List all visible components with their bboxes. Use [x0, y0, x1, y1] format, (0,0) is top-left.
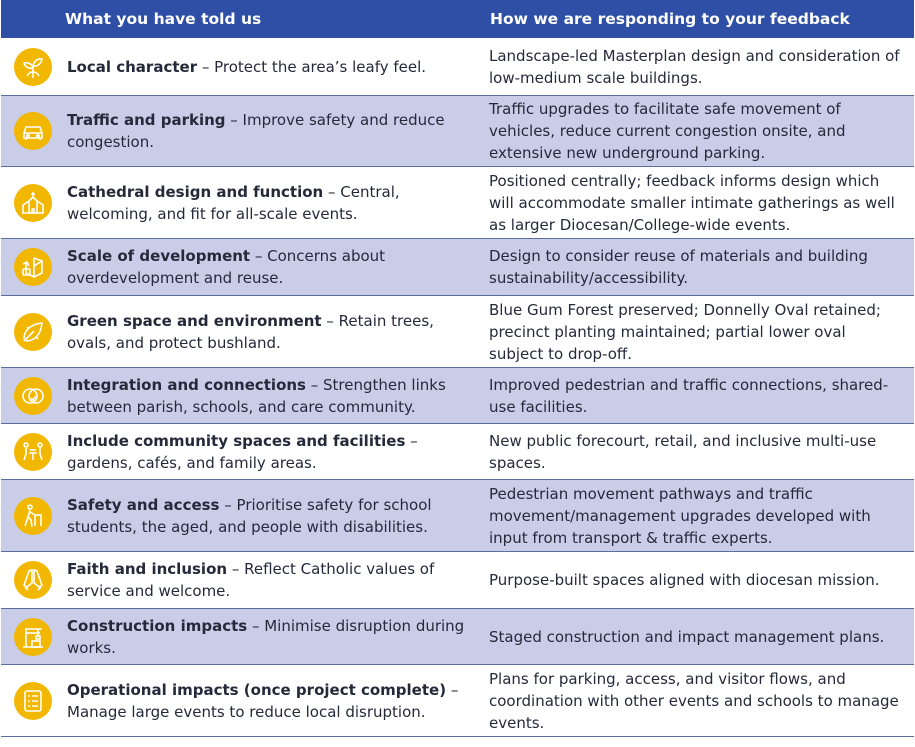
- response-cell: Improved pedestrian and traffic connections, shared-use facilities.: [489, 375, 889, 416]
- response-cell: Purpose-built spaces aligned with diocesan mission.: [489, 571, 880, 589]
- feedback-topic: Traffic and parking: [67, 111, 226, 129]
- feedback-text: [67, 56, 489, 78]
- feedback-cell: [1, 558, 489, 602]
- response-cell: Landscape-led Masterplan design and consideration of low-medium scale buildings.: [489, 46, 900, 87]
- table-row: [1, 368, 914, 424]
- feedback-topic: Include community spaces and facilities: [67, 431, 406, 450]
- table-row: [1, 480, 914, 552]
- feedback-cell: [1, 430, 489, 474]
- feedback-description: – Protect the area’s leafy feel.: [197, 57, 427, 76]
- feedback-text: [67, 310, 489, 354]
- table-row: [1, 239, 914, 296]
- feedback-cell: [1, 679, 489, 723]
- header-responding: How we are responding to your feedback: [490, 10, 850, 28]
- walking-aid-icon: [14, 497, 52, 535]
- table-row: [1, 424, 914, 480]
- table-row: [1, 552, 914, 609]
- table-row: [1, 609, 914, 665]
- feedback-cell: [1, 310, 489, 354]
- response-cell: Positioned centrally; feedback informs design which will accommodate smaller intimate gatherings as well as larger Diocesan/College-wide events.: [489, 171, 895, 234]
- feedback-description: – Prioritise safety for school students, the aged, and people with disabilities.: [67, 495, 432, 536]
- response-cell: Design to consider reuse of materials and building sustainability/accessibility.: [489, 247, 868, 287]
- feedback-topic: Safety and access: [67, 495, 220, 514]
- feedback-topic: Cathedral design and function: [67, 182, 324, 201]
- feedback-topic: Scale of development: [67, 247, 251, 265]
- response-cell: Staged construction and impact management plans.: [489, 627, 885, 646]
- feedback-text: [67, 245, 489, 289]
- feedback-cell: [1, 494, 489, 538]
- table-row: [1, 38, 914, 96]
- feedback-description: – Central, welcoming, and fit for all-scale events.: [67, 182, 400, 223]
- feedback-cell: [1, 109, 489, 153]
- feedback-description: – gardens, cafés, and family areas.: [67, 431, 418, 472]
- crane-icon: [14, 618, 52, 656]
- feedback-topic: Green space and environment: [67, 311, 322, 330]
- feedback-text: [67, 181, 489, 225]
- table-header: [1, 0, 914, 38]
- feedback-topic: Faith and inclusion: [67, 560, 228, 578]
- table-row: [1, 296, 914, 368]
- feedback-description: – Improve safety and reduce congestion.: [67, 111, 445, 151]
- feedback-description: – Manage large events to reduce local disruption.: [67, 680, 459, 721]
- feedback-topic: Operational impacts (once project complete): [67, 680, 447, 699]
- response-cell: Plans for parking, access, and visitor flows, and coordination with other events and schools to manage events.: [489, 669, 899, 732]
- table-row: [1, 96, 914, 167]
- feedback-text: [67, 615, 489, 659]
- feedback-cell: [1, 245, 489, 289]
- feedback-description: – Strengthen links between parish, schools, and care community.: [67, 375, 446, 416]
- feedback-text: [67, 679, 489, 723]
- feedback-cell: [1, 181, 489, 225]
- feedback-description: – Retain trees, ovals, and protect bushland.: [67, 311, 434, 352]
- car-icon: [14, 112, 52, 150]
- feedback-cell: [1, 374, 489, 418]
- recycle-box-icon: [14, 248, 52, 286]
- feedback-description: – Concerns about overdevelopment and reuse.: [67, 247, 386, 287]
- feedback-topic: Integration and connections: [67, 375, 306, 394]
- feedback-topic: Local character: [67, 57, 198, 76]
- links-icon: [14, 377, 52, 415]
- praying-hands-icon: [14, 561, 52, 599]
- header-told-us: What you have told us: [65, 10, 262, 28]
- feedback-description: – Minimise disruption during works.: [67, 616, 465, 657]
- feedback-topic: Construction impacts: [67, 616, 248, 635]
- response-cell: Blue Gum Forest preserved; Donnelly Oval retained; precinct planting maintained; partial lower oval subject to drop-off.: [489, 300, 881, 363]
- table-row: [1, 665, 914, 737]
- feedback-text: [67, 109, 489, 153]
- response-cell: New public forecourt, retail, and inclusive multi-use spaces.: [489, 431, 877, 472]
- response-cell: Traffic upgrades to facilitate safe movement of vehicles, reduce current congestion onsite, and extensive new underground parking.: [489, 100, 846, 162]
- response-cell: Pedestrian movement pathways and traffic movement/management upgrades developed with input from transport & traffic experts.: [489, 484, 871, 547]
- checklist-icon: [14, 682, 52, 720]
- church-icon: [14, 184, 52, 222]
- leaf-icon: [14, 313, 52, 351]
- feedback-cell: [1, 615, 489, 659]
- feedback-table: [1, 0, 914, 737]
- feedback-text: [67, 558, 489, 602]
- table-body: [1, 38, 914, 737]
- feedback-text: [67, 430, 489, 474]
- table-row: [1, 167, 914, 239]
- feedback-description: – Reflect Catholic values of service and welcome.: [67, 560, 435, 600]
- sprout-icon: [14, 48, 52, 86]
- feedback-text: [67, 374, 489, 418]
- community-table-icon: [14, 433, 52, 471]
- feedback-cell: [1, 48, 489, 86]
- feedback-text: [67, 494, 489, 538]
